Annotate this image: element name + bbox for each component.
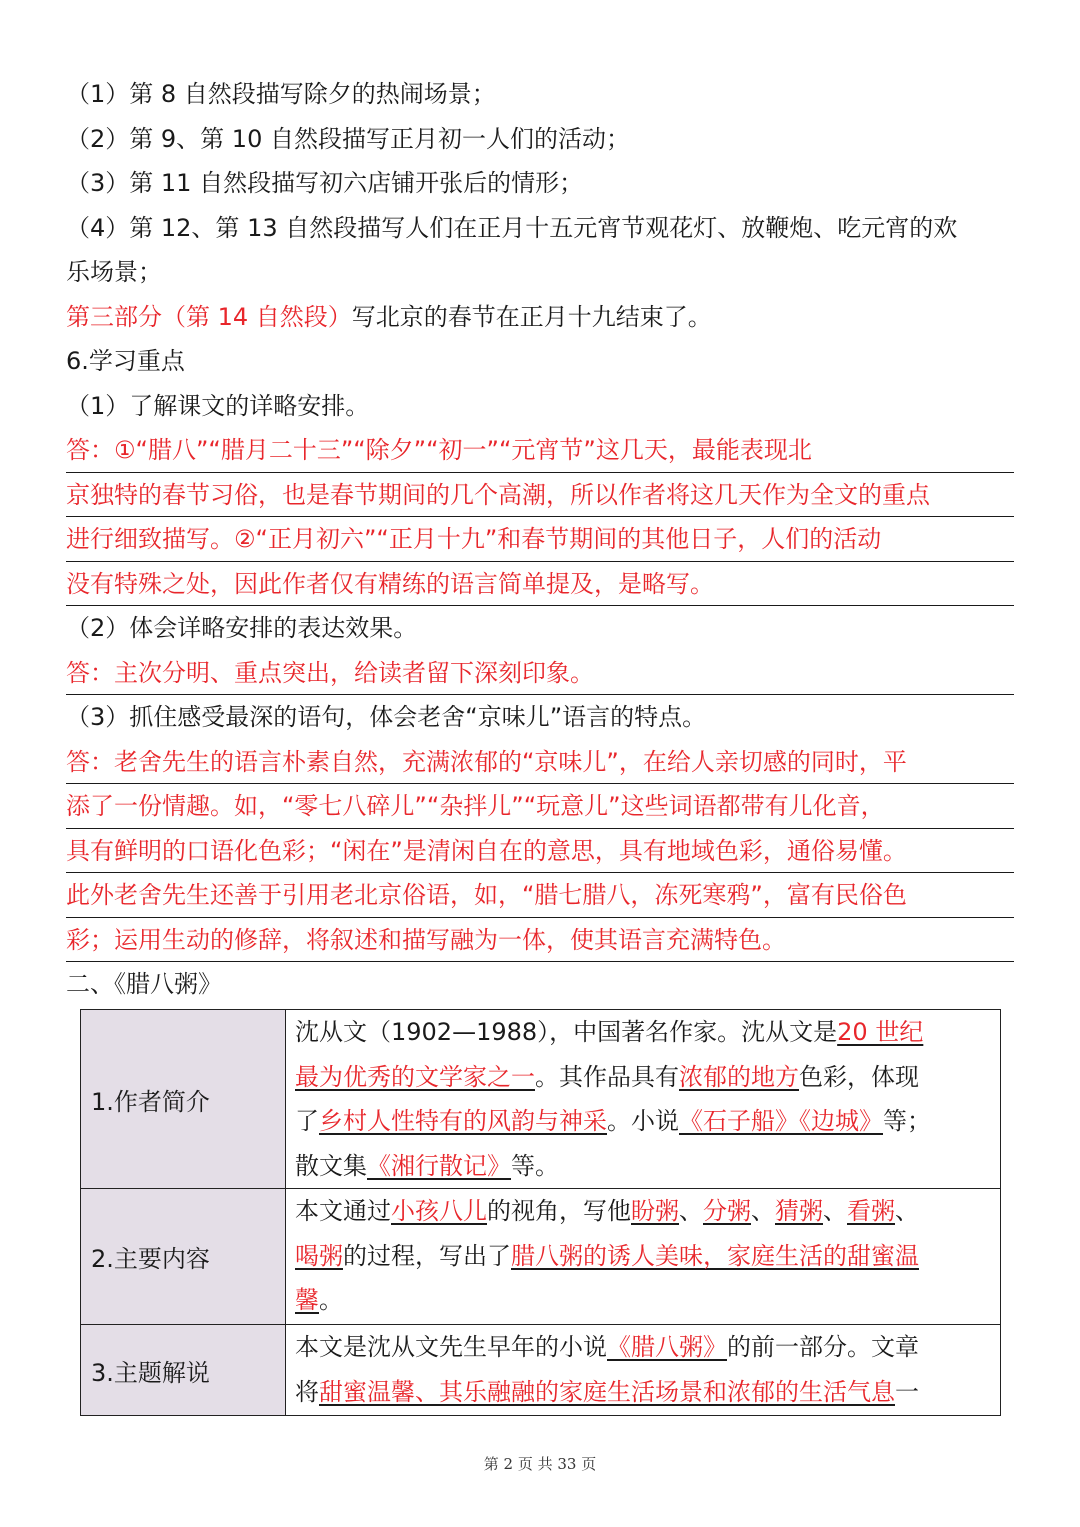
text-run: 了 [295,1107,319,1135]
highlight-text: 《湘行散记》 [367,1151,511,1180]
row-content [286,1325,1001,1416]
row-label: 3.主题解说 [81,1325,286,1416]
part-three-text: 写北京的春节在正月十九结束了。 [351,302,712,331]
question-2: （2）体会详略安排的表达效果。 [66,614,418,642]
part-three-label: 第三部分（第 14 自然段） [66,302,352,331]
text-run: 的视角，写他 [487,1197,631,1225]
text-run: 。 [319,1286,343,1314]
text-run: 等。 [511,1151,559,1180]
text-run: 、 [895,1197,919,1225]
text-run: 散文集 [295,1151,367,1180]
part-three-line [66,295,1014,340]
highlight-text: 小孩八儿 [391,1197,487,1225]
answer-1-line: 没有特殊之处，因此作者仅有精练的语言简单提及，是略写。 [66,562,1014,607]
text-run: 、 [823,1197,847,1225]
text-run: 的前一部分。文章 [727,1333,919,1361]
row-label: 1.作者简介 [81,1010,286,1189]
row-content [286,1010,1001,1189]
text-run: 沈从文（1902—1988），中国著名作家。沈从文是 [295,1018,838,1046]
highlight-text: 《石子船》《边城》 [679,1107,883,1135]
text-body [66,72,1014,1007]
highlight-text: 盼粥 [631,1197,679,1225]
row-label: 2.主要内容 [81,1189,286,1325]
text-run: 。其作品具有 [535,1062,679,1091]
answer-3-line: 答：老舍先生的语言朴素自然，充满浓郁的“京味儿”，在给人亲切感的同时，平 [66,740,1014,785]
page-number-footer: 第 2 页 共 33 页 [483,1455,597,1473]
highlight-text: 《腊八粥》 [607,1333,727,1361]
lesson-info-table [80,1009,1001,1416]
answer-1-line: 答：①“腊八”“腊月二十三”“除夕”“初一”“元宵节”这几天，最能表现北 [66,428,1014,473]
paragraph-line: 乐场景； [66,258,162,286]
text-run: 色彩，体现 [799,1062,919,1091]
section-heading: 6.学习重点 [66,347,185,375]
paragraph-line: （2）第 9、第 10 自然段描写正月初一人们的活动； [66,124,630,153]
highlight-text: 猜粥 [775,1197,823,1225]
answer-3-line: 彩；运用生动的修辞，将叙述和描写融为一体，使其语言充满特色。 [66,918,1014,963]
text-run: 的过程，写出了 [343,1241,511,1270]
highlight-text: 甜蜜温馨、其乐融融的家庭生活场景和浓郁的生活气息 [319,1377,895,1406]
highlight-text: 看粥 [847,1197,895,1225]
text-run: 、 [751,1197,775,1225]
paragraph-line: （3）第 11 自然段描写初六店铺开张后的情形； [66,169,584,197]
highlight-text: 腊八粥的诱人美味，家庭生活的甜蜜温 [511,1241,919,1270]
answer-1-line: 进行细致描写。②“正月初六”“正月十九”和春节期间的其他日子，人们的活动 [66,517,1014,562]
paragraph-line: （4）第 12、第 13 自然段描写人们在正月十五元宵节观花灯、放鞭炮、吃元宵的欢 [66,213,958,242]
highlight-text: 浓郁的地方 [679,1062,799,1091]
table-row [81,1189,1001,1325]
text-run: 等； [883,1107,931,1135]
table-row [81,1325,1001,1416]
text-run: 本文通过 [295,1197,391,1225]
answer-3-line: 此外老舍先生还善于引用老北京俗语，如，“腊七腊八，冻死寒鸦”，富有民俗色 [66,873,1014,918]
text-run: 本文是沈从文先生早年的小说 [295,1333,607,1361]
highlight-text: 喝粥 [295,1241,343,1270]
chapter-heading: 二、《腊八粥》 [66,970,222,998]
question-3: （3）抓住感受最深的语句，体会老舍“京味儿”语言的特点。 [66,703,707,731]
text-run: 、 [679,1197,703,1225]
highlight-text: 乡村人性特有的风韵与神采 [319,1107,607,1135]
highlight-text: 20 世纪 [837,1018,924,1046]
table-row [81,1010,1001,1189]
highlight-text: 分粥 [703,1197,751,1225]
answer-3-line: 添了一份情趣。如，“零七八碎儿”“杂拌儿”“玩意儿”这些词语都带有儿化音， [66,784,1014,829]
row-content [286,1189,1001,1325]
highlight-text: 最为优秀的文学家之一 [295,1062,535,1091]
text-run: 一 [895,1377,919,1406]
text-run: 。小说 [607,1107,679,1135]
answer-2-line: 答：主次分明、重点突出，给读者留下深刻印象。 [66,651,1014,696]
paragraph-line: （1）第 8 自然段描写除夕的热闹场景； [66,80,496,108]
question-1: （1）了解课文的详略安排。 [66,391,370,420]
highlight-text: 馨 [295,1286,319,1314]
text-run: 将 [295,1377,319,1406]
answer-3-line: 具有鲜明的口语化色彩；“闲在”是清闲自在的意思，具有地域色彩，通俗易懂。 [66,829,1014,874]
answer-1-line: 京独特的春节习俗，也是春节期间的几个高潮，所以作者将这几天作为全文的重点 [66,473,1014,518]
